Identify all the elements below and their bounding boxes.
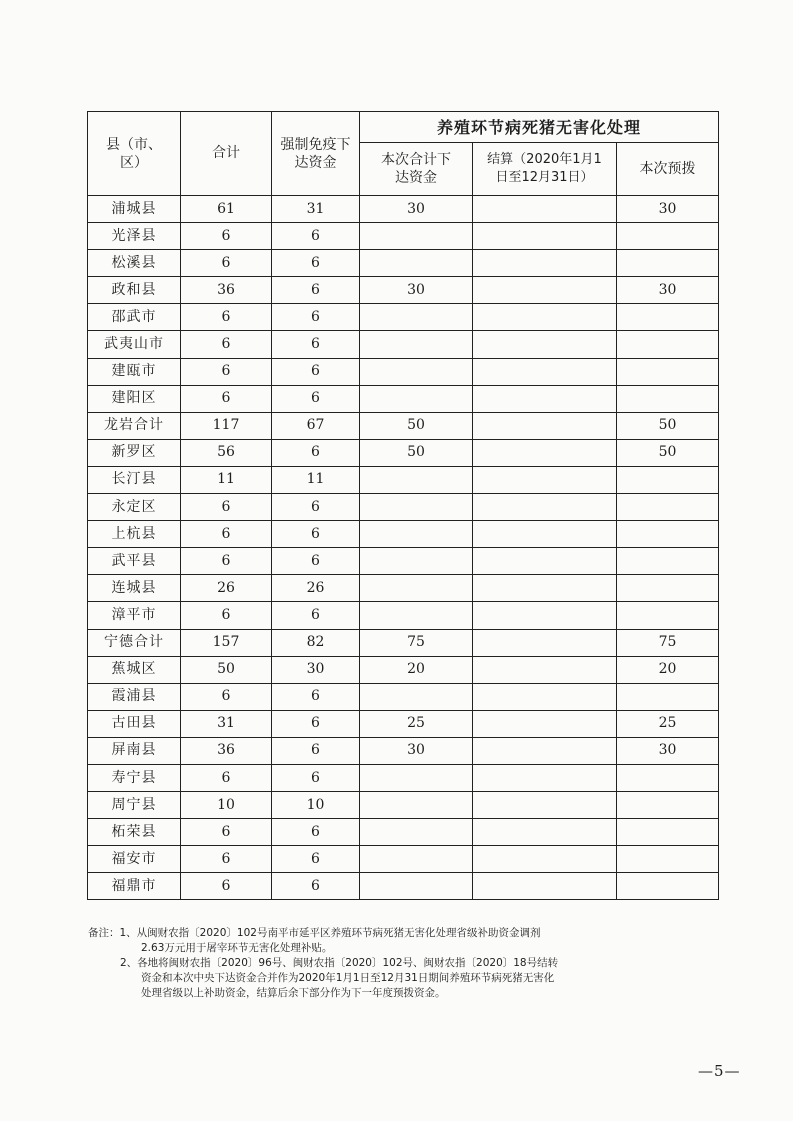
cell-total: 31 [181,710,272,737]
cell-settlement [473,602,617,629]
cell-county: 浦城县 [88,196,181,223]
cell-immunization: 6 [272,737,360,764]
cell-total: 6 [181,385,272,412]
cell-total: 6 [181,873,272,900]
cell-settlement [473,439,617,466]
cell-settlement [473,737,617,764]
allocation-table [87,111,719,900]
cell-total: 11 [181,466,272,493]
cell-current-total [360,683,473,710]
cell-current-total [360,358,473,385]
table-row [88,873,719,900]
header-total: 合计 [181,112,272,196]
cell-immunization: 6 [272,385,360,412]
cell-county: 光泽县 [88,223,181,250]
cell-advance [617,683,719,710]
cell-current-total [360,331,473,358]
cell-current-total [360,250,473,277]
cell-total: 6 [181,223,272,250]
table-row [88,521,719,548]
table-row [88,412,719,439]
cell-immunization: 6 [272,439,360,466]
cell-settlement [473,250,617,277]
page-number: —5— [698,1062,741,1080]
cell-current-total: 30 [360,737,473,764]
table-row [88,846,719,873]
table-row [88,792,719,819]
cell-county: 建阳区 [88,385,181,412]
cell-total: 6 [181,494,272,521]
cell-advance [617,602,719,629]
footnote-line-4: 资金和本次中央下达资金合并作为2020年1月1日至12月31日期间养殖环节病死猪无害化 [141,972,555,984]
cell-advance: 30 [617,737,719,764]
cell-advance [617,819,719,846]
cell-total: 6 [181,764,272,791]
cell-immunization: 6 [272,250,360,277]
cell-settlement [473,710,617,737]
cell-total: 6 [181,521,272,548]
cell-advance [617,466,719,493]
cell-immunization: 6 [272,873,360,900]
cell-advance [617,304,719,331]
cell-settlement [473,575,617,602]
cell-immunization: 6 [272,710,360,737]
cell-immunization: 6 [272,331,360,358]
table-row [88,548,719,575]
table-row [88,331,719,358]
table-row [88,223,719,250]
cell-immunization: 82 [272,629,360,656]
table-row [88,439,719,466]
table-row [88,656,719,683]
cell-settlement [473,358,617,385]
cell-current-total [360,575,473,602]
cell-settlement [473,412,617,439]
cell-current-total [360,494,473,521]
cell-current-total: 20 [360,656,473,683]
table-row [88,710,719,737]
table-row [88,683,719,710]
cell-current-total: 50 [360,412,473,439]
cell-current-total [360,466,473,493]
cell-total: 6 [181,331,272,358]
cell-current-total [360,846,473,873]
cell-current-total [360,792,473,819]
cell-immunization: 6 [272,764,360,791]
cell-advance: 50 [617,439,719,466]
cell-advance [617,873,719,900]
cell-total: 6 [181,358,272,385]
cell-county: 邵武市 [88,304,181,331]
footnote-line-5: 处理省级以上补助资金，结算后余下部分作为下一年度预拨资金。 [141,987,446,999]
cell-advance [617,331,719,358]
cell-advance [617,223,719,250]
table-row [88,602,719,629]
cell-county: 武平县 [88,548,181,575]
cell-current-total: 30 [360,196,473,223]
footnote-line-1: 备注：1、从闽财农指〔2020〕102号南平市延平区养殖环节病死猪无害化处理省级补助资金调剂 [88,927,541,939]
cell-total: 50 [181,656,272,683]
table-row [88,277,719,304]
cell-county: 福鼎市 [88,873,181,900]
cell-current-total [360,385,473,412]
cell-current-total: 30 [360,277,473,304]
cell-settlement [473,656,617,683]
cell-immunization: 31 [272,196,360,223]
cell-advance [617,548,719,575]
cell-settlement [473,494,617,521]
cell-settlement [473,331,617,358]
cell-immunization: 11 [272,466,360,493]
cell-county: 古田县 [88,710,181,737]
cell-immunization: 6 [272,819,360,846]
cell-county: 长汀县 [88,466,181,493]
cell-advance: 25 [617,710,719,737]
footnotes [88,926,688,1001]
cell-advance [617,764,719,791]
cell-settlement [473,385,617,412]
cell-advance [617,521,719,548]
cell-county: 龙岩合计 [88,412,181,439]
cell-immunization: 6 [272,494,360,521]
cell-immunization: 6 [272,548,360,575]
cell-advance: 30 [617,196,719,223]
cell-advance [617,792,719,819]
cell-settlement [473,683,617,710]
cell-county: 蕉城区 [88,656,181,683]
cell-immunization: 6 [272,846,360,873]
cell-settlement [473,466,617,493]
cell-current-total [360,548,473,575]
header-harmless-treatment: 养殖环节病死猪无害化处理 [360,112,719,143]
cell-advance [617,846,719,873]
cell-current-total: 75 [360,629,473,656]
cell-county: 武夷山市 [88,331,181,358]
footnote-line-3: 2、各地将闽财农指〔2020〕96号、闽财农指〔2020〕102号、闽财农指〔2020〕18号结转 [120,957,559,969]
cell-county: 霞浦县 [88,683,181,710]
cell-county: 上杭县 [88,521,181,548]
cell-county: 福安市 [88,846,181,873]
cell-advance [617,358,719,385]
cell-current-total [360,521,473,548]
table-row [88,385,719,412]
cell-immunization: 67 [272,412,360,439]
cell-current-total: 25 [360,710,473,737]
cell-total: 157 [181,629,272,656]
cell-total: 6 [181,683,272,710]
cell-county: 连城县 [88,575,181,602]
table-row [88,819,719,846]
cell-current-total [360,764,473,791]
cell-county: 寿宁县 [88,764,181,791]
cell-county: 松溪县 [88,250,181,277]
cell-settlement [473,819,617,846]
cell-total: 6 [181,548,272,575]
cell-county: 政和县 [88,277,181,304]
cell-county: 宁德合计 [88,629,181,656]
cell-advance [617,494,719,521]
cell-total: 36 [181,277,272,304]
cell-settlement [473,304,617,331]
cell-total: 6 [181,819,272,846]
cell-immunization: 10 [272,792,360,819]
cell-county: 建瓯市 [88,358,181,385]
table-row [88,466,719,493]
cell-county: 屏南县 [88,737,181,764]
cell-settlement [473,223,617,250]
cell-total: 61 [181,196,272,223]
cell-advance: 20 [617,656,719,683]
cell-total: 117 [181,412,272,439]
header-settlement: 结算（2020年1月1日至12月31日） [473,143,617,196]
cell-current-total: 50 [360,439,473,466]
cell-settlement [473,873,617,900]
cell-immunization: 6 [272,358,360,385]
table-row [88,304,719,331]
cell-county: 永定区 [88,494,181,521]
cell-advance [617,575,719,602]
cell-total: 10 [181,792,272,819]
cell-advance: 30 [617,277,719,304]
cell-immunization: 6 [272,602,360,629]
cell-total: 26 [181,575,272,602]
table-row [88,358,719,385]
header-current-total: 本次合计下达资金 [360,143,473,196]
header-advance: 本次预拨 [617,143,719,196]
cell-immunization: 6 [272,683,360,710]
table-row [88,764,719,791]
table-row [88,494,719,521]
cell-settlement [473,792,617,819]
cell-current-total [360,304,473,331]
cell-county: 新罗区 [88,439,181,466]
cell-county: 周宁县 [88,792,181,819]
header-immunization: 强制免疫下达资金 [272,112,360,196]
cell-immunization: 6 [272,304,360,331]
table-row [88,196,719,223]
header-row-1 [88,112,719,143]
cell-advance: 75 [617,629,719,656]
cell-total: 6 [181,250,272,277]
header-county: 县（市、区） [88,112,181,196]
cell-settlement [473,764,617,791]
cell-settlement [473,846,617,873]
cell-total: 6 [181,602,272,629]
cell-total: 56 [181,439,272,466]
cell-total: 36 [181,737,272,764]
cell-current-total [360,602,473,629]
cell-settlement [473,521,617,548]
cell-immunization: 6 [272,521,360,548]
table-row [88,629,719,656]
table-row [88,737,719,764]
cell-settlement [473,196,617,223]
cell-advance [617,385,719,412]
allocation-table-container [87,111,719,900]
cell-current-total [360,873,473,900]
cell-settlement [473,277,617,304]
cell-immunization: 26 [272,575,360,602]
cell-current-total [360,223,473,250]
footnote-line-2: 2.63万元用于屠宰环节无害化处理补贴。 [141,942,333,954]
cell-immunization: 30 [272,656,360,683]
cell-total: 6 [181,846,272,873]
cell-county: 漳平市 [88,602,181,629]
cell-county: 柘荣县 [88,819,181,846]
cell-immunization: 6 [272,223,360,250]
cell-immunization: 6 [272,277,360,304]
table-row [88,575,719,602]
cell-advance [617,250,719,277]
cell-settlement [473,548,617,575]
cell-current-total [360,819,473,846]
cell-total: 6 [181,304,272,331]
table-row [88,250,719,277]
cell-settlement [473,629,617,656]
cell-advance: 50 [617,412,719,439]
